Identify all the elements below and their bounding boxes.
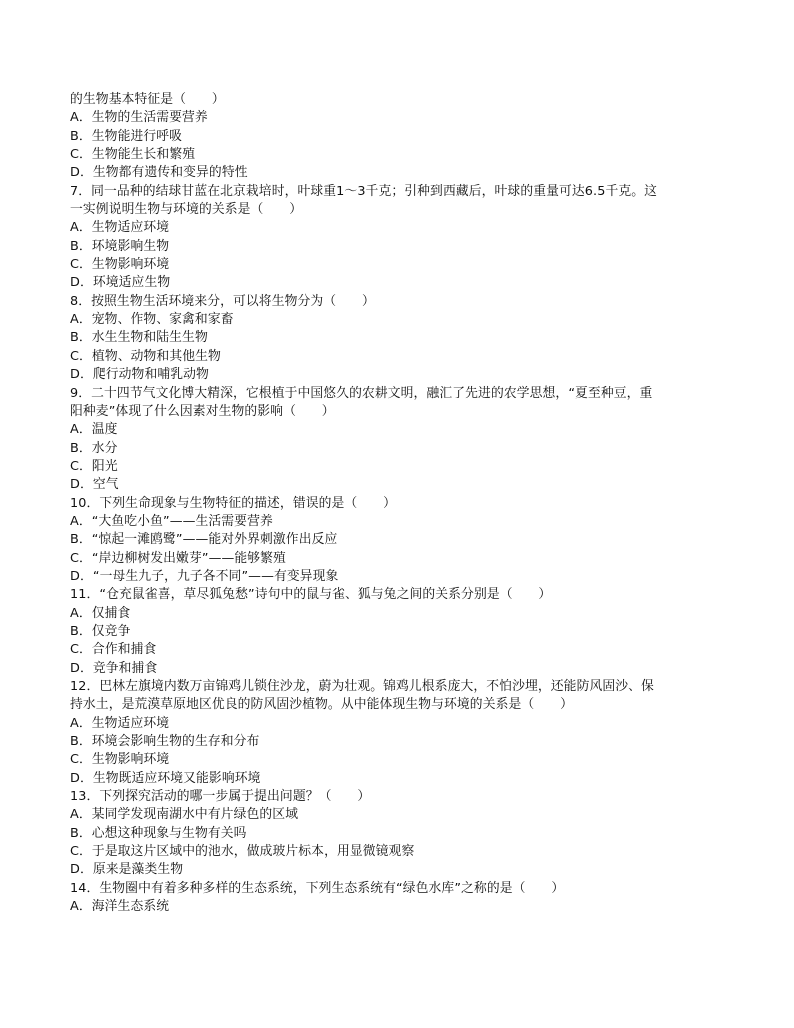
option-line: B．生物能进行呼吸: [70, 128, 183, 144]
option-line: D．原来是藻类生物: [70, 862, 184, 878]
text-line: 一实例说明生物与环境的关系是（ ）: [70, 202, 303, 218]
option-line: D．爬行动物和哺乳动物: [70, 367, 209, 383]
option-line: A．仅捕食: [70, 605, 131, 621]
text-line: 的生物基本特征是（ ）: [70, 92, 225, 107]
question-7: 7．同一品种的结球甘蓝在北京栽培时，叶球重1～3千克；引种到西藏后，叶球的重量可达6.5千克。这: [70, 183, 658, 199]
option-line: B．环境影响生物: [70, 238, 170, 254]
option-line: B．环境会影响生物的生存和分布: [70, 734, 260, 750]
option-line: A．生物的生活需要营养: [70, 110, 208, 126]
question-14: 14．生物圈中有着多种多样的生态系统，下列生态系统有“绿色水库”之称的是（ ）: [70, 880, 565, 896]
option-line: C．合作和捕食: [70, 642, 157, 658]
option-line: A．生物适应环境: [70, 220, 170, 236]
option-line: D．生物既适应环境又能影响环境: [70, 770, 261, 786]
option-line: A．“大鱼吃小鱼”——生活需要营养: [70, 513, 273, 529]
option-line: A．某同学发现南湖水中有片绿色的区域: [70, 807, 299, 823]
option-line: B．水分: [70, 440, 118, 456]
option-line: C．生物能生长和繁殖: [70, 147, 196, 163]
option-line: B．仅竞争: [70, 623, 131, 639]
option-line: A．宠物、作物、家禽和家畜: [70, 312, 234, 328]
option-line: A．生物适应环境: [70, 715, 170, 731]
option-line: C．阳光: [70, 458, 118, 474]
option-line: A．温度: [70, 422, 118, 438]
exam-page: [70, 91, 730, 916]
option-line: A．海洋生态系统: [70, 899, 170, 915]
question-11: 11．“仓充鼠雀喜，草尽狐兔愁”诗句中的鼠与雀、狐与兔之间的关系分别是（ ）: [70, 587, 552, 603]
option-line: B．“惊起一滩鸥鹭”——能对外界刺激作出反应: [70, 532, 338, 548]
option-line: D．环境适应生物: [70, 275, 171, 291]
option-line: C．“岸边柳树发出嫩芽”——能够繁殖: [70, 550, 286, 566]
option-line: C．生物影响环境: [70, 752, 170, 768]
option-line: D．空气: [70, 477, 119, 493]
option-line: C．植物、动物和其他生物: [70, 348, 221, 364]
option-line: B．水生生物和陆生生物: [70, 330, 208, 346]
question-8: 8．按照生物生活环境来分，可以将生物分为（ ）: [70, 293, 375, 309]
question-12: 12．巴林左旗境内数万亩锦鸡儿锁住沙龙，蔚为壮观。锦鸡儿根系庞大，不怕沙埋，还能防风固沙、保: [70, 679, 654, 694]
option-line: C．于是取这片区域中的池水，做成玻片标本，用显微镜观察: [70, 844, 415, 860]
question-9: 9．二十四节气文化博大精深，它根植于中国悠久的农耕文明，融汇了先进的农学思想，“夏至种豆，重: [70, 385, 653, 401]
question-13: 13．下列探究活动的哪一步属于提出问题？（ ）: [70, 789, 371, 805]
text-line: 阳种麦”体现了什么因素对生物的影响（ ）: [70, 403, 335, 419]
option-line: D．竞争和捕食: [70, 660, 158, 676]
option-line: D．生物都有遗传和变异的特性: [70, 165, 248, 181]
option-line: C．生物影响环境: [70, 257, 170, 273]
question-10: 10．下列生命现象与生物特征的描述，错误的是（ ）: [70, 495, 397, 511]
option-line: D．“一母生九子，九子各不同”——有变异现象: [70, 568, 339, 584]
option-line: B．心想这种现象与生物有关吗: [70, 825, 247, 841]
text-line: 持水土，是荒漠草原地区优良的防风固沙植物。从中能体现生物与环境的关系是（ ）: [70, 697, 573, 713]
